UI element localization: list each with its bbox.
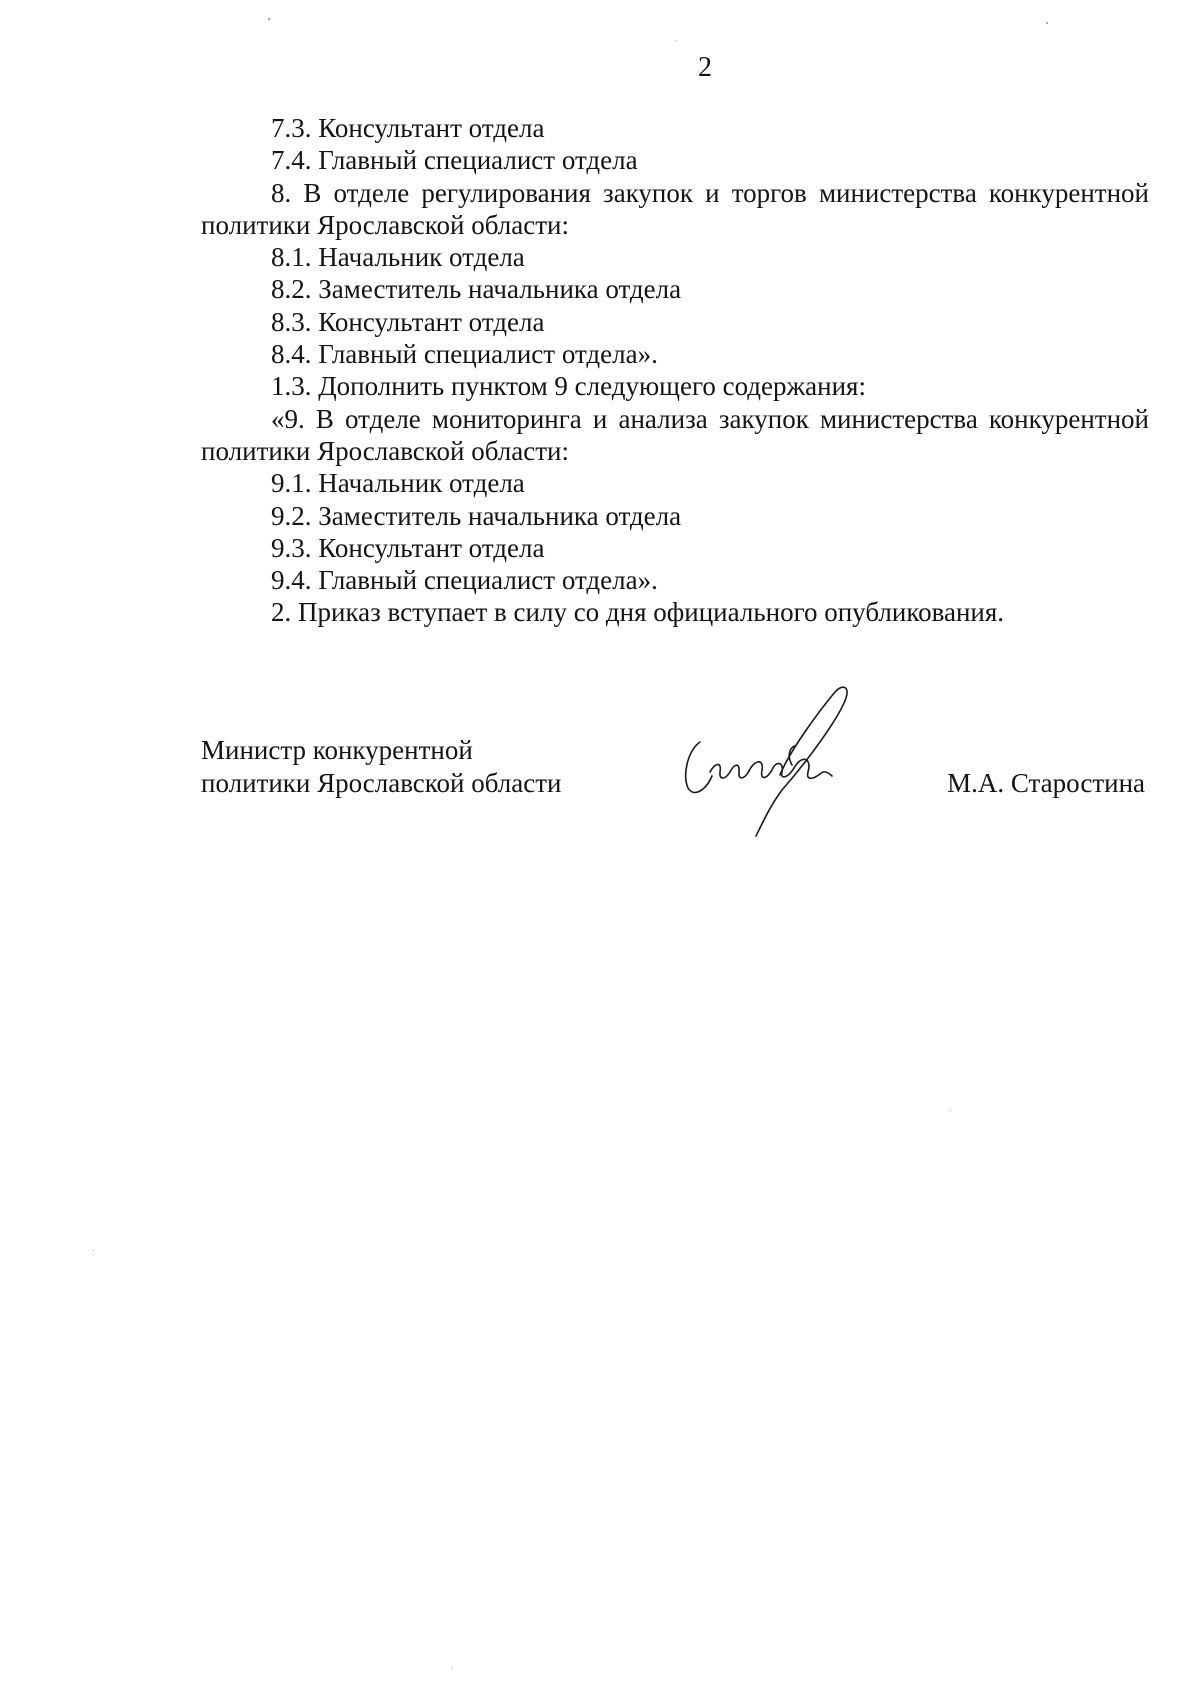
body-line: 9.3. Консультант отдела xyxy=(271,532,545,563)
body-line: 8.3. Консультант отдела xyxy=(271,306,545,337)
signer-name: М.А. Старостина xyxy=(947,768,1145,798)
scan-speck xyxy=(93,1250,94,1251)
body-line: 7.3. Консультант отдела xyxy=(271,113,545,143)
body-line: 1.3. Дополнить пунктом 9 следующего содержания: xyxy=(271,371,866,402)
body-line: 8. В отделе регулирования закупок и торгов министерства конкурентной xyxy=(271,177,1149,208)
body-line: 2. Приказ вступает в силу со дня официального опубликования. xyxy=(271,597,1005,628)
body-line: 8.1. Начальник отдела xyxy=(271,242,525,273)
scan-speck xyxy=(675,40,676,41)
body-line: 9.2. Заместитель начальника отдела xyxy=(271,500,682,531)
body-line: 9.4. Главный специалист отдела». xyxy=(271,565,658,596)
scan-speck xyxy=(268,18,270,20)
scan-speck xyxy=(452,1668,453,1669)
document-body xyxy=(201,112,1149,629)
body-line: 8.4. Главный специалист отдела». xyxy=(271,339,658,370)
body-line: «9. В отделе мониторинга и анализа закупок министерства конкурентной xyxy=(271,403,1149,434)
body-line: 7.4. Главный специалист отдела xyxy=(271,145,638,176)
position-line-1: Министр конкурентной xyxy=(201,735,473,765)
position-line-2: политики Ярославской области xyxy=(201,768,562,798)
body-line: 9.1. Начальник отдела xyxy=(271,468,525,499)
body-line: политики Ярославской области: xyxy=(201,209,569,240)
scan-speck xyxy=(1046,22,1048,24)
body-line: 8.2. Заместитель начальника отдела xyxy=(271,274,682,305)
scan-speck xyxy=(950,1110,951,1111)
body-line: политики Ярославской области: xyxy=(201,435,569,466)
page-number: 2 xyxy=(698,52,712,83)
